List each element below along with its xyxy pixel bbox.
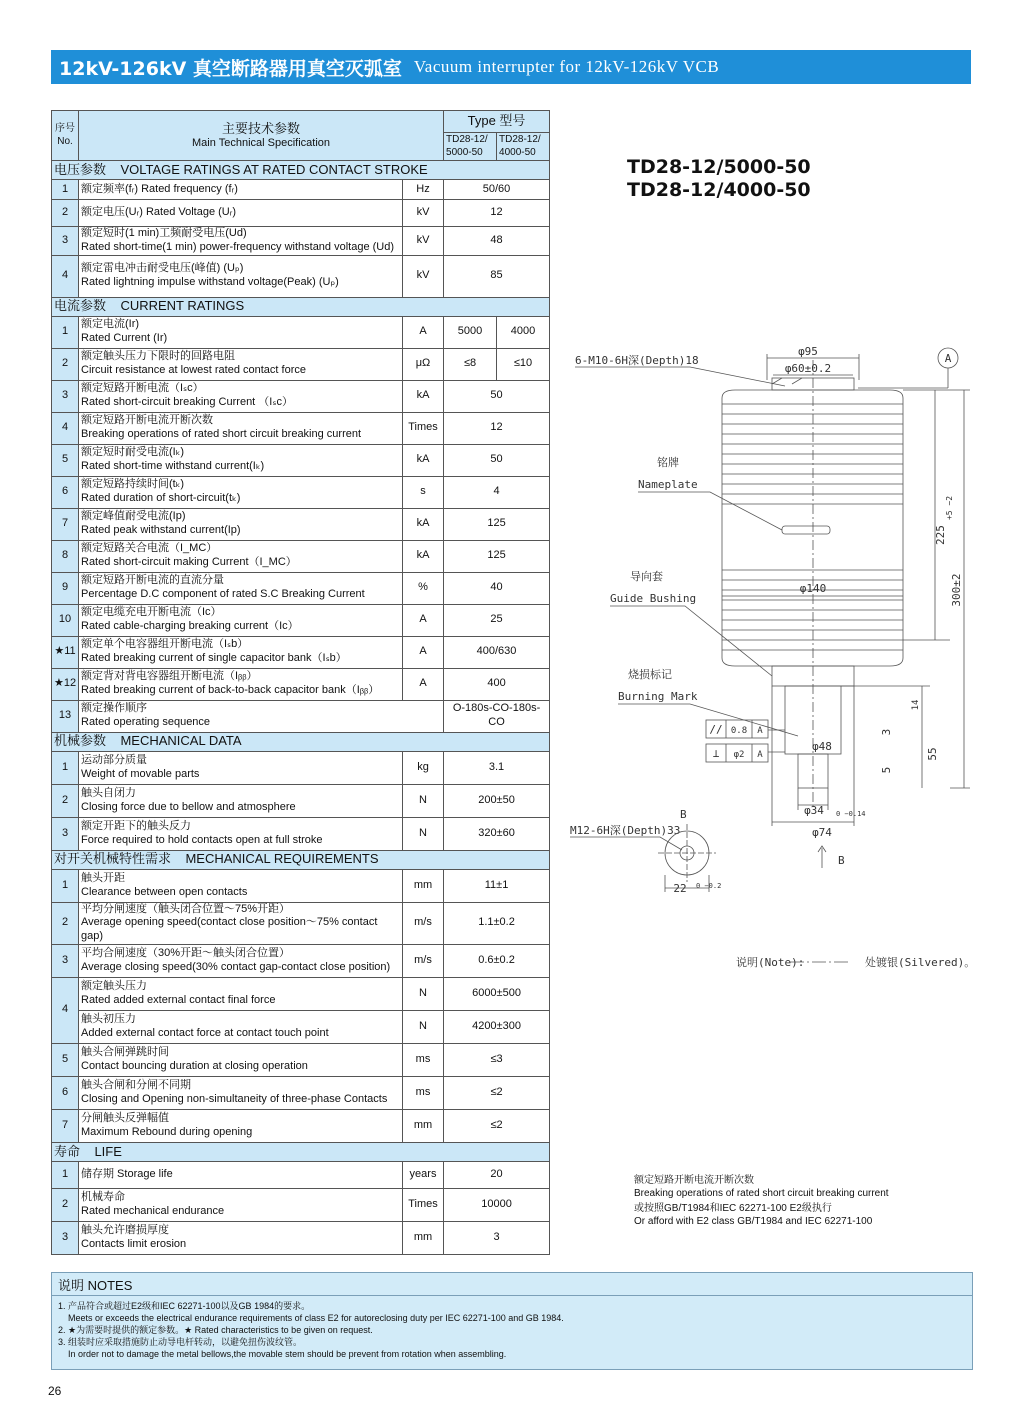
table-row (52, 700, 550, 732)
row-description: 额定峰值耐受电流(Ip) Rated peak withstand current(Ip) (79, 508, 403, 540)
row-unit: % (403, 572, 444, 604)
row-number: 1 (52, 316, 79, 348)
row-description: 额定操作顺序 Rated operating sequence (79, 700, 444, 732)
table-row (52, 227, 550, 256)
row-description: 储存期 Storage life (79, 1161, 403, 1188)
row-description: 平均分闸速度（触头闭合位置～75%开距） Average opening speed(contact close position～75% contact gap) (79, 902, 403, 944)
row-value: 6000±500 (444, 977, 550, 1010)
row-unit: s (403, 476, 444, 508)
row-number: 6 (52, 476, 79, 508)
row-value: O-180s-CO-180s-CO (444, 700, 550, 732)
table-row (52, 444, 550, 476)
datum-a: A (944, 352, 952, 365)
row-unit: years (403, 1161, 444, 1188)
row-unit: mm (403, 1109, 444, 1142)
table-row (52, 604, 550, 636)
row-value: 3.1 (444, 751, 550, 784)
breaking-operations-note (634, 1174, 889, 1228)
row-number: 2 (52, 902, 79, 944)
title-banner (51, 50, 971, 84)
section-header (52, 732, 550, 751)
row-unit: mm (403, 1221, 444, 1254)
row-value: 4 (444, 476, 550, 508)
header-model-a: TD28-12/ 5000-50 (444, 133, 497, 161)
row-description: 额定短时耐受电流(Iₖ) Rated short-time withstand current(Iₖ) (79, 444, 403, 476)
nameplate-slot (782, 526, 830, 534)
row-value: 11±1 (444, 869, 550, 902)
table-row (52, 180, 550, 200)
ribs (722, 404, 903, 650)
row-number: 3 (52, 944, 79, 977)
breaking-line-3: 或按照GB/T1984和IEC 62271-100 E2级执行 (634, 1203, 832, 1214)
row-number: 1 (52, 751, 79, 784)
dim-225-tol: +5 −2 (945, 495, 954, 521)
row-number: 9 (52, 572, 79, 604)
top-thread-marks (772, 378, 802, 384)
model-line-1: TD28-12/5000-50 (627, 156, 811, 178)
row-number: 2 (52, 784, 79, 817)
row-unit: N (403, 784, 444, 817)
breaking-line-1: 额定短路开断电流开断次数 (634, 1175, 754, 1186)
row-value: 50 (444, 380, 550, 412)
row-number: 3 (52, 227, 79, 256)
dim-5: 5 (880, 766, 893, 774)
leader-nameplate (638, 492, 782, 530)
row-value: 50 (444, 444, 550, 476)
dim-3: 3 (880, 728, 893, 736)
header-spec (79, 111, 444, 161)
row-description: 额定雷电冲击耐受电压(峰值) (Uₚ) Rated lightning impulse withstand voltage(Peak) (Uₚ) (79, 255, 403, 297)
row-number: 3 (52, 1221, 79, 1254)
note-item: Meets or exceeds the electrical endurance requirements of class E2 for autoreclosing duty per IEC 62271-100 and GB 1984. (58, 1313, 564, 1323)
row-description: 额定短时(1 min)工频耐受电压(Ud) Rated short-time(1 min) power-frequency withstand voltage (Ud) (79, 227, 403, 256)
title-en: Vacuum interrupter for 12kV-126kV VCB (413, 57, 720, 76)
title-cn: 12kV-126kV 真空断路器用真空灭弧室 (59, 57, 402, 80)
section-label: 对开关机械特性需求 MECHANICAL REQUIREMENTS (52, 850, 550, 869)
row-value: 400 (444, 668, 550, 700)
section-header (52, 850, 550, 869)
row-number: 2 (52, 348, 79, 380)
row-unit: N (403, 817, 444, 850)
section-label: 电压参数 VOLTAGE RATINGS AT RATED CONTACT STROKE (52, 161, 550, 180)
table-row (52, 380, 550, 412)
notes-box (51, 1272, 973, 1370)
row-number: 1 (52, 180, 79, 200)
label-guide-cn: 导向套 (630, 570, 663, 583)
table-row (52, 784, 550, 817)
dim-22: 22 (673, 882, 687, 895)
note-item: 2. ★为需要时提供的额定参数。★ Rated characteristics to be given on request. (58, 1325, 373, 1335)
table-header-row (52, 111, 550, 133)
row-description: 分闸触头反弹幅值 Maximum Rebound during opening (79, 1109, 403, 1142)
dim-d48: φ48 (812, 740, 832, 753)
row-value-model-a: ≤8 (444, 348, 497, 380)
row-description: 触头合闸和分闸不同期 Closing and Opening non-simultaneity of three-phase Contacts (79, 1076, 403, 1109)
model-line-2: TD28-12/4000-50 (627, 179, 811, 201)
label-burning-cn: 烧损标记 (628, 668, 672, 681)
section-header (52, 297, 550, 316)
table-row (52, 977, 550, 1010)
label-nameplate-cn: 铭牌 (657, 456, 679, 469)
row-description: 额定短路开断电流（Iₛc） Rated short-circuit breaking Current （Iₛc） (79, 380, 403, 412)
row-value: 85 (444, 255, 550, 297)
row-value: 400/630 (444, 636, 550, 668)
table-row (52, 412, 550, 444)
row-value: 12 (444, 412, 550, 444)
row-description: 额定短路开断电流的直流分量 Percentage D.C component of rated S.C Breaking Current (79, 572, 403, 604)
view-b-arrow-label: B (838, 854, 845, 867)
row-unit: kV (403, 200, 444, 227)
page-number: 26 (48, 1384, 62, 1398)
row-value: 320±60 (444, 817, 550, 850)
row-description: 额定短路持续时间(tₖ) Rated duration of short-circuit(tₖ) (79, 476, 403, 508)
row-number: 1 (52, 1161, 79, 1188)
row-unit: kA (403, 380, 444, 412)
row-description: 额定单个电容器组开断电流（Iₛb） Rated breaking current of single capacitor bank（Iₛb） (79, 636, 403, 668)
breaking-line-4: Or afford with E2 class GB/T1984 and IEC 62271-100 (634, 1216, 873, 1227)
row-number: 7 (52, 1109, 79, 1142)
note-label: 说明(Note): (736, 956, 805, 969)
table-row (52, 1188, 550, 1221)
tol1-symbol: // (709, 723, 723, 736)
table-row (52, 869, 550, 902)
dim-d95: φ95 (798, 345, 818, 358)
dim-22-tol: 0 −0.2 (696, 882, 722, 890)
label-guide-en: Guide Bushing (610, 592, 697, 605)
row-number: 10 (52, 604, 79, 636)
leader-guide (610, 606, 772, 676)
model-titles (627, 156, 811, 202)
row-description: 额定背对背电容器组开断电流（Iᵦᵦ） Rated breaking current of back-to-back capacitor bank（Iᵦᵦ） (79, 668, 403, 700)
tol1-value: 0.8 (730, 726, 748, 736)
row-value: 50/60 (444, 180, 550, 200)
table-row (52, 200, 550, 227)
row-value: 20 (444, 1161, 550, 1188)
row-unit: Hz (403, 180, 444, 200)
table-row (52, 902, 550, 944)
row-unit: kA (403, 508, 444, 540)
note-item: 3. 组装时应采取措施防止动导电杆转动，以避免扭伤波纹管。 (58, 1337, 303, 1347)
label-nameplate-en: Nameplate (638, 478, 698, 491)
row-number: 7 (52, 508, 79, 540)
header-no: 序号 No. (52, 111, 79, 161)
dim-line-225 (903, 390, 950, 640)
row-number: 4 (52, 255, 79, 297)
row-number: 1 (52, 869, 79, 902)
row-unit: ms (403, 1076, 444, 1109)
table-row (52, 1076, 550, 1109)
row-number: 4 (52, 977, 79, 1043)
row-value: 125 (444, 508, 550, 540)
table-row (52, 348, 550, 380)
row-description: 额定频率(fᵣ) Rated frequency (fᵣ) (79, 180, 403, 200)
label-thread-top: 6-M10-6H深(Depth)18 (575, 354, 699, 367)
row-unit: N (403, 1010, 444, 1043)
row-value: 4200±300 (444, 1010, 550, 1043)
row-description: 额定触头压力下限时的回路电阻 Circuit resistance at lowest rated contact force (79, 348, 403, 380)
row-number: 8 (52, 540, 79, 572)
table-row (52, 1010, 550, 1043)
note-item: 1. 产品符合或超过E2级和IEC 62271-100以及GB 1984的要求。 (58, 1301, 311, 1311)
row-value: 0.6±0.2 (444, 944, 550, 977)
table-row (52, 817, 550, 850)
header-spec-en: Main Technical Specification (192, 136, 330, 149)
note-silvered: 处镀银(Silvered)。 (865, 956, 976, 969)
row-number: 2 (52, 200, 79, 227)
row-value: ≤2 (444, 1109, 550, 1142)
section-label: 寿命 LIFE (52, 1142, 550, 1161)
table-row (52, 508, 550, 540)
row-description: 触头初压力 Added external contact force at contact touch point (79, 1010, 403, 1043)
tol1-ref: A (757, 726, 763, 736)
label-burning-en: Burning Mark (618, 690, 698, 703)
row-unit: Times (403, 1188, 444, 1221)
row-description: 额定短路关合电流（I_MC） Rated short-circuit making Current（I_MC） (79, 540, 403, 572)
row-unit: m/s (403, 944, 444, 977)
table-row (52, 476, 550, 508)
row-unit: A (403, 316, 444, 348)
dim-d74: φ74 (812, 826, 832, 839)
view-b-arrow (818, 846, 826, 868)
row-value: ≤3 (444, 1043, 550, 1076)
tol2-value: φ2 (733, 750, 745, 760)
notes-body (52, 1296, 972, 1364)
spec-table (51, 110, 550, 1255)
row-unit: μΩ (403, 348, 444, 380)
dim-d34: φ34 (804, 804, 824, 817)
tol2-ref: A (757, 750, 763, 760)
row-value: 40 (444, 572, 550, 604)
dim-d34-tol: 0 −0.14 (836, 810, 866, 818)
row-value: ≤2 (444, 1076, 550, 1109)
row-description: 机械寿命 Rated mechanical endurance (79, 1188, 403, 1221)
row-number: 3 (52, 817, 79, 850)
row-description: 额定开距下的触头反力 Force required to hold contacts open at full stroke (79, 817, 403, 850)
row-description: 触头允许磨损厚度 Contacts limit erosion (79, 1221, 403, 1254)
header-type: Type 型号 (444, 111, 550, 133)
row-number: 13 (52, 700, 79, 732)
row-unit: kA (403, 540, 444, 572)
dim-225: 225 (934, 525, 947, 545)
row-unit: N (403, 977, 444, 1010)
row-description: 额定触头压力 Rated added external contact final force (79, 977, 403, 1010)
table-row (52, 636, 550, 668)
row-description: 触头开距 Clearance between open contacts (79, 869, 403, 902)
row-unit: kV (403, 227, 444, 256)
row-unit: Times (403, 412, 444, 444)
row-unit: kV (403, 255, 444, 297)
section-header (52, 1142, 550, 1161)
row-number: 5 (52, 1043, 79, 1076)
table-row (52, 944, 550, 977)
dim-14: 14 (911, 699, 921, 711)
table-row (52, 1043, 550, 1076)
row-value: 25 (444, 604, 550, 636)
datum-a-leader (858, 368, 948, 388)
tol2-symbol: ⊥ (712, 747, 720, 760)
row-value: 48 (444, 227, 550, 256)
table-row (52, 1161, 550, 1188)
row-number: 2 (52, 1188, 79, 1221)
row-description: 平均合闸速度（30%开距～触头闭合位置） Average closing speed(30% contact gap-contact close position) (79, 944, 403, 977)
row-value: 12 (444, 200, 550, 227)
header-spec-cn: 主要技术参数 (222, 120, 301, 136)
row-unit: mm (403, 869, 444, 902)
row-value: 125 (444, 540, 550, 572)
row-description: 运动部分质量 Weight of movable parts (79, 751, 403, 784)
row-number: 5 (52, 444, 79, 476)
section-label: 机械参数 MECHANICAL DATA (52, 732, 550, 751)
row-description: 触头合闸弹跳时间 Contact bouncing duration at closing operation (79, 1043, 403, 1076)
row-description: 额定短路开断电流开断次数 Breaking operations of rated short circuit breaking current (79, 412, 403, 444)
interrupter-drawing (560, 340, 980, 980)
row-value: 1.1±0.2 (444, 902, 550, 944)
row-value-model-b: ≤10 (497, 348, 550, 380)
row-value: 200±50 (444, 784, 550, 817)
row-number: ★11 (52, 636, 79, 668)
row-value-model-b: 4000 (497, 316, 550, 348)
row-number: 6 (52, 1076, 79, 1109)
row-value-model-a: 5000 (444, 316, 497, 348)
table-row (52, 1109, 550, 1142)
row-value: 10000 (444, 1188, 550, 1221)
leader-thread-top (575, 367, 785, 386)
row-number: ★12 (52, 668, 79, 700)
section-label: 电流参数 CURRENT RATINGS (52, 297, 550, 316)
header-model-b: TD28-12/ 4000-50 (497, 133, 550, 161)
breaking-line-2: Breaking operations of rated short circuit breaking current (634, 1188, 889, 1199)
table-row (52, 572, 550, 604)
table-row (52, 751, 550, 784)
dim-55: 55 (926, 747, 939, 761)
row-unit: kg (403, 751, 444, 784)
row-number: 3 (52, 380, 79, 412)
note-item: In order not to damage the metal bellows,the movable stem should be prevent from rotation when assembling. (58, 1349, 507, 1359)
dim-d60: φ60±0.2 (784, 362, 832, 375)
view-b-label: B (680, 808, 687, 821)
row-description: 触头自闭力 Closing force due to bellow and atmosphere (79, 784, 403, 817)
table-row (52, 1221, 550, 1254)
notes-title: 说明 NOTES (52, 1273, 972, 1296)
table-row (52, 255, 550, 297)
row-unit: m/s (403, 902, 444, 944)
dim-d140: φ140 (799, 582, 827, 595)
row-unit: A (403, 636, 444, 668)
row-unit: kA (403, 444, 444, 476)
table-row (52, 316, 550, 348)
row-unit: ms (403, 1043, 444, 1076)
row-unit: A (403, 604, 444, 636)
table-row (52, 540, 550, 572)
vessel-outline (722, 390, 903, 666)
table-row (52, 668, 550, 700)
row-description: 额定电缆充电开断电流（Ic） Rated cable-charging breaking current（Ic） (79, 604, 403, 636)
row-description: 额定电压(Uᵣ) Rated Voltage (Uᵣ) (79, 200, 403, 227)
section-header (52, 161, 550, 180)
row-number: 4 (52, 412, 79, 444)
row-description: 额定电流(Ir) Rated Current (Ir) (79, 316, 403, 348)
dim-300: 300±2 (950, 573, 963, 607)
label-thread-bottom: M12-6H深(Depth)33 (570, 824, 681, 837)
row-value: 3 (444, 1221, 550, 1254)
row-unit: A (403, 668, 444, 700)
